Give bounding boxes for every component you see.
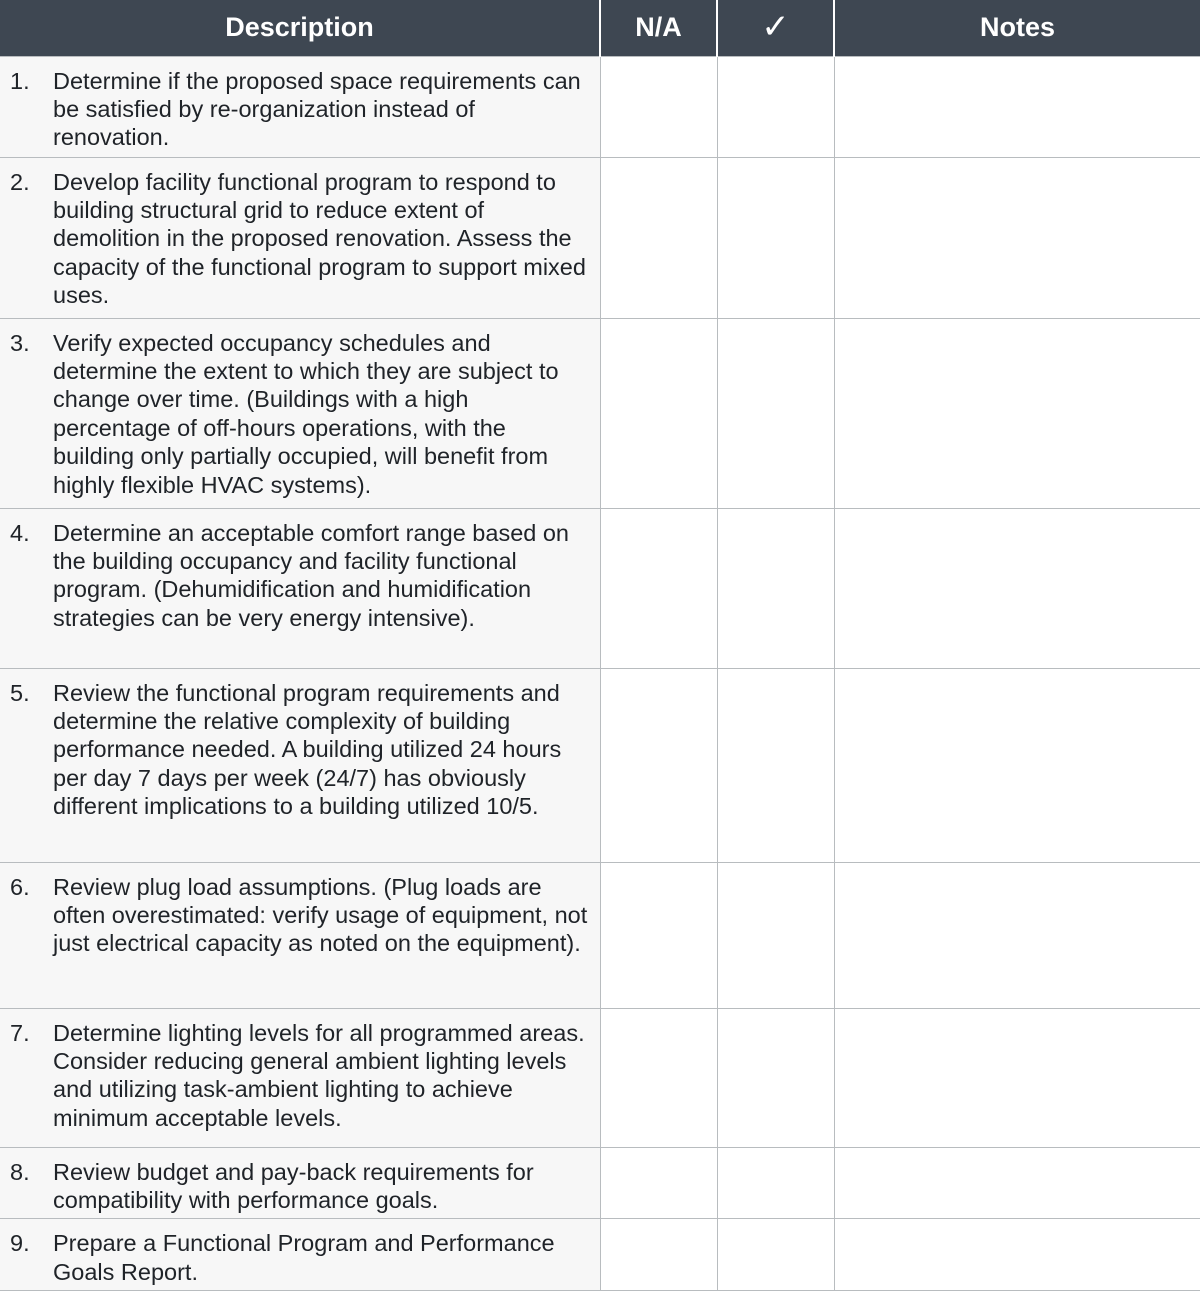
table-row	[0, 1219, 1200, 1291]
na-cell[interactable]	[600, 56, 717, 157]
check-cell[interactable]	[717, 1147, 834, 1219]
item-number: 5.	[10, 679, 30, 706]
check-cell[interactable]	[717, 1008, 834, 1147]
check-cell[interactable]	[717, 862, 834, 1008]
item-number: 7.	[10, 1019, 30, 1046]
item-number: 9.	[10, 1230, 30, 1257]
description-cell	[0, 1219, 600, 1291]
item-text: Determine if the proposed space requirements can be satisfied by re-organization instead of renovation.	[53, 67, 581, 151]
item-text: Determine an acceptable comfort range based on the building occupancy and facility functional program. (Dehumidification and humidification strategies can be very energy intensive).	[53, 519, 570, 631]
check-cell[interactable]	[717, 318, 834, 508]
description-cell	[0, 1008, 600, 1147]
check-cell[interactable]	[717, 56, 834, 157]
check-cell[interactable]	[717, 157, 834, 318]
description-cell	[0, 508, 600, 668]
na-cell[interactable]	[600, 1008, 717, 1147]
notes-cell[interactable]	[834, 668, 1200, 862]
notes-cell[interactable]	[834, 1147, 1200, 1219]
notes-cell[interactable]	[834, 508, 1200, 668]
item-number: 4.	[10, 519, 30, 546]
check-cell[interactable]	[717, 1219, 834, 1291]
checkmark-icon: ✓	[761, 8, 790, 47]
description-cell	[0, 668, 600, 862]
table-row	[0, 1147, 1200, 1219]
na-cell[interactable]	[600, 668, 717, 862]
table-row	[0, 508, 1200, 668]
item-text: Prepare a Functional Program and Performance Goals Report.	[53, 1230, 555, 1285]
table-row	[0, 56, 1200, 157]
item-text: Review budget and pay-back requirements for compatibility with performance goals.	[53, 1158, 534, 1213]
header-notes: Notes	[834, 0, 1200, 56]
notes-cell[interactable]	[834, 157, 1200, 318]
header-na: N/A	[600, 0, 717, 56]
notes-cell[interactable]	[834, 56, 1200, 157]
item-text: Develop facility functional program to respond to building structural grid to reduce extent of demolition in the proposed renovation. Assess the capacity of the functional program to support mixed uses.	[53, 168, 586, 309]
table-row	[0, 668, 1200, 862]
header-check	[717, 0, 834, 56]
item-text: Review the functional program requirements and determine the relative complexity of building performance needed. A building utilized 24 hours per day 7 days per week (24/7) has obviously different implications to a building utilized 10/5.	[53, 679, 562, 820]
item-number: 6.	[10, 873, 30, 900]
check-cell[interactable]	[717, 508, 834, 668]
na-cell[interactable]	[600, 1219, 717, 1291]
item-number: 1.	[10, 67, 30, 94]
notes-cell[interactable]	[834, 318, 1200, 508]
item-text: Determine lighting levels for all programmed areas. Consider reducing general ambient lighting levels and utilizing task-ambient lighting to achieve minimum acceptable levels.	[53, 1019, 585, 1131]
item-text: Verify expected occupancy schedules and determine the extent to which they are subject to change over time. (Buildings with a high percentage of off-hours operations, with the building only partially occupied, will benefit from highly flexible HVAC systems).	[53, 329, 559, 498]
na-cell[interactable]	[600, 318, 717, 508]
item-number: 2.	[10, 168, 30, 195]
description-cell	[0, 1147, 600, 1219]
na-cell[interactable]	[600, 1147, 717, 1219]
na-cell[interactable]	[600, 157, 717, 318]
notes-cell[interactable]	[834, 862, 1200, 1008]
description-cell	[0, 56, 600, 157]
table-row	[0, 157, 1200, 318]
description-cell	[0, 862, 600, 1008]
table-row	[0, 862, 1200, 1008]
check-cell[interactable]	[717, 668, 834, 862]
header-row	[0, 0, 1200, 56]
description-cell	[0, 318, 600, 508]
na-cell[interactable]	[600, 508, 717, 668]
item-number: 3.	[10, 329, 30, 356]
item-text: Review plug load assumptions. (Plug loads are often overestimated: verify usage of equipment, not just electrical capacity as noted on the equipment).	[53, 873, 588, 957]
description-cell	[0, 157, 600, 318]
header-description: Description	[0, 0, 600, 56]
na-cell[interactable]	[600, 862, 717, 1008]
item-number: 8.	[10, 1158, 30, 1185]
notes-cell[interactable]	[834, 1008, 1200, 1147]
notes-cell[interactable]	[834, 1219, 1200, 1291]
table-row	[0, 1008, 1200, 1147]
table-row	[0, 318, 1200, 508]
